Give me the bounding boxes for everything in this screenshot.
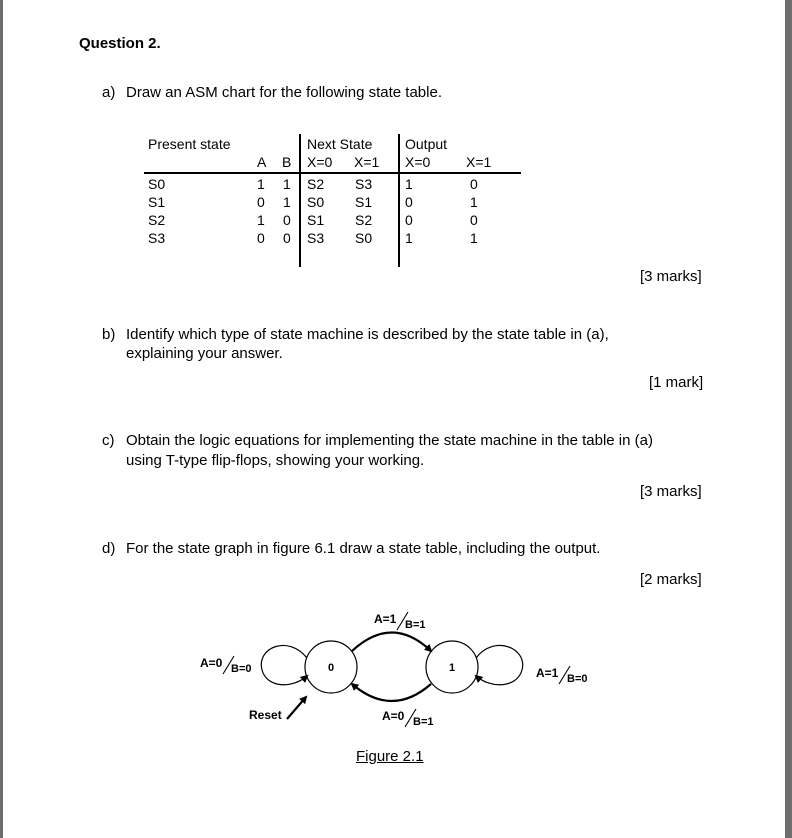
row-0-out-x1: 0	[470, 176, 478, 192]
top-arc-output-label: B=1	[405, 619, 426, 631]
bottom-transition-arc	[352, 684, 431, 701]
row-0-next-x0: S2	[307, 176, 325, 192]
question-title: Question 2.	[79, 35, 161, 52]
reset-label: Reset	[249, 708, 282, 722]
part-a-marks: [3 marks]	[640, 268, 702, 285]
subheader-next-x0: X=0	[307, 154, 333, 170]
row-1-b: 1	[283, 194, 291, 210]
subheader-b: B	[282, 154, 292, 170]
header-next-state: Next State	[307, 136, 373, 152]
reset-arrow	[287, 697, 306, 719]
subheader-a: A	[257, 154, 267, 170]
left-loop-input-label: A=0	[200, 656, 223, 670]
part-b-line2: explaining your answer.	[126, 345, 283, 362]
part-b-label: b)	[102, 326, 116, 343]
row-3-state: S3	[148, 230, 166, 246]
row-2-state: S2	[148, 212, 166, 228]
bottom-arc-output-label: B=1	[413, 716, 434, 728]
subheader-out-x0: X=0	[405, 154, 431, 170]
row-0-a: 1	[257, 176, 265, 192]
row-1-a: 0	[257, 194, 265, 210]
right-loop-output-label: B=0	[567, 673, 588, 685]
right-loop-input-label: A=1	[536, 666, 559, 680]
part-d-label: d)	[102, 540, 116, 557]
row-2-out-x1: 0	[470, 212, 478, 228]
part-a-text: Draw an ASM chart for the following state table.	[126, 84, 442, 101]
top-transition-arc	[352, 633, 431, 652]
row-1-state: S1	[148, 194, 166, 210]
row-0-next-x1: S3	[355, 176, 373, 192]
row-2-a: 1	[257, 212, 265, 228]
part-a-label: a)	[102, 84, 116, 101]
part-d-text: For the state graph in figure 6.1 draw a state table, including the output.	[126, 540, 601, 557]
state-node-1-label: 1	[448, 662, 456, 674]
left-loop-output-label: B=0	[231, 663, 252, 675]
part-d-marks: [2 marks]	[640, 571, 702, 588]
row-2-next-x1: S2	[355, 212, 373, 228]
part-c-line1: Obtain the logic equations for implementing the state machine in the table in (a)	[126, 432, 653, 449]
row-2-out-x0: 0	[405, 212, 413, 228]
row-3-next-x1: S0	[355, 230, 373, 246]
row-2-next-x0: S1	[307, 212, 325, 228]
part-c-line2: using T-type flip-flops, showing your working.	[126, 452, 425, 469]
header-output: Output	[405, 136, 448, 152]
row-1-next-x0: S0	[307, 194, 325, 210]
part-c-marks: [3 marks]	[640, 483, 702, 500]
row-3-a: 0	[257, 230, 265, 246]
row-1-out-x1: 1	[470, 194, 478, 210]
part-b-line1: Identify which type of state machine is described by the state table in (a),	[126, 326, 609, 343]
left-self-loop	[261, 645, 307, 684]
row-0-out-x0: 1	[405, 176, 413, 192]
row-3-out-x1: 1	[470, 230, 478, 246]
bottom-arc-input-label: A=0	[382, 709, 405, 723]
row-1-out-x0: 0	[405, 194, 413, 210]
header-present-state: Present state	[148, 136, 231, 152]
subheader-next-x1: X=1	[354, 154, 380, 170]
row-3-b: 0	[283, 230, 291, 246]
row-3-out-x0: 1	[405, 230, 413, 246]
right-self-loop	[476, 645, 523, 684]
row-1-next-x1: S1	[355, 194, 373, 210]
row-3-next-x0: S3	[307, 230, 325, 246]
part-c-label: c)	[102, 432, 115, 449]
row-0-state: S0	[148, 176, 166, 192]
row-0-b: 1	[283, 176, 291, 192]
part-b-marks: [1 mark]	[649, 374, 704, 391]
row-2-b: 0	[283, 212, 291, 228]
state-node-0-label: 0	[327, 662, 335, 674]
figure-caption: Figure 2.1	[356, 748, 424, 765]
top-arc-input-label: A=1	[374, 612, 397, 626]
subheader-out-x1: X=1	[466, 154, 492, 170]
